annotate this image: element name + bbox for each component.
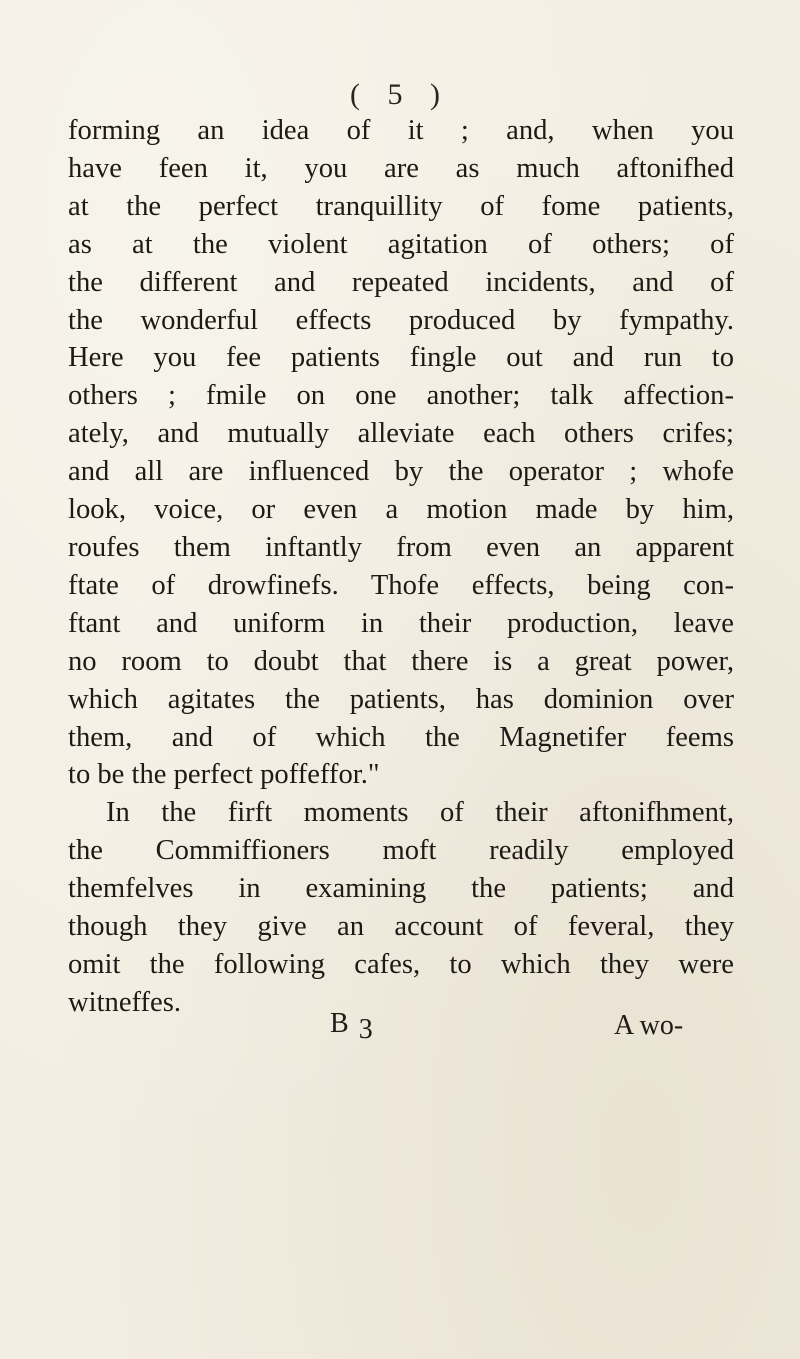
text-line: ftant and uniform in their production, leave <box>68 607 734 639</box>
text-line: though they give an account of feveral, they <box>68 911 734 943</box>
text-line: others ; fmile on one another; talk affection- <box>68 380 734 412</box>
text-line: which agitates the patients, has dominion over <box>68 683 734 715</box>
text-line: omit the following cafes, to which they were <box>68 948 734 980</box>
text-line: ftate of drowfinefs. Thofe effects, being con- <box>68 569 734 601</box>
text-line: Here you fee patients fingle out and run to <box>68 342 734 374</box>
signature-letter: B <box>330 1008 349 1039</box>
page-number: ( 5 ) <box>350 78 450 111</box>
signature-number: 3 <box>358 1014 373 1045</box>
signature-mark <box>330 1008 373 1045</box>
text-line: to be the perfect poffeffor." <box>68 759 380 791</box>
text-line: have feen it, you are as much aftonifhed <box>68 152 734 184</box>
text-line: the Commiffioners moft readily employed <box>68 835 734 867</box>
text-line: and all are influenced by the operator ; whofe <box>68 456 734 488</box>
catchword: A wo- <box>614 1010 684 1041</box>
text-line: roufes them inftantly from even an apparent <box>68 531 734 563</box>
text-line: the different and repeated incidents, and of <box>68 266 734 298</box>
text-line: the wonderful effects produced by fympathy. <box>68 304 734 336</box>
text-line: look, voice, or even a motion made by him, <box>68 494 734 526</box>
text-line: them, and of which the Magnetifer feems <box>68 721 734 753</box>
text-line: as at the violent agitation of others; of <box>68 228 734 260</box>
text-line: forming an idea of it ; and, when you <box>68 115 734 146</box>
text-line: ately, and mutually alleviate each others crifes; <box>68 418 734 450</box>
page-footer <box>0 1008 800 1048</box>
text-line: witneffes. <box>68 986 182 1018</box>
text-line: no room to doubt that there is a great power, <box>68 645 734 677</box>
body-text <box>68 112 734 1022</box>
paragraph-start-line: In the firft moments of their aftonifhment, <box>106 797 734 829</box>
text-line: at the perfect tranquillity of fome patients, <box>68 190 734 222</box>
text-line: themfelves in examining the patients; and <box>68 873 734 905</box>
